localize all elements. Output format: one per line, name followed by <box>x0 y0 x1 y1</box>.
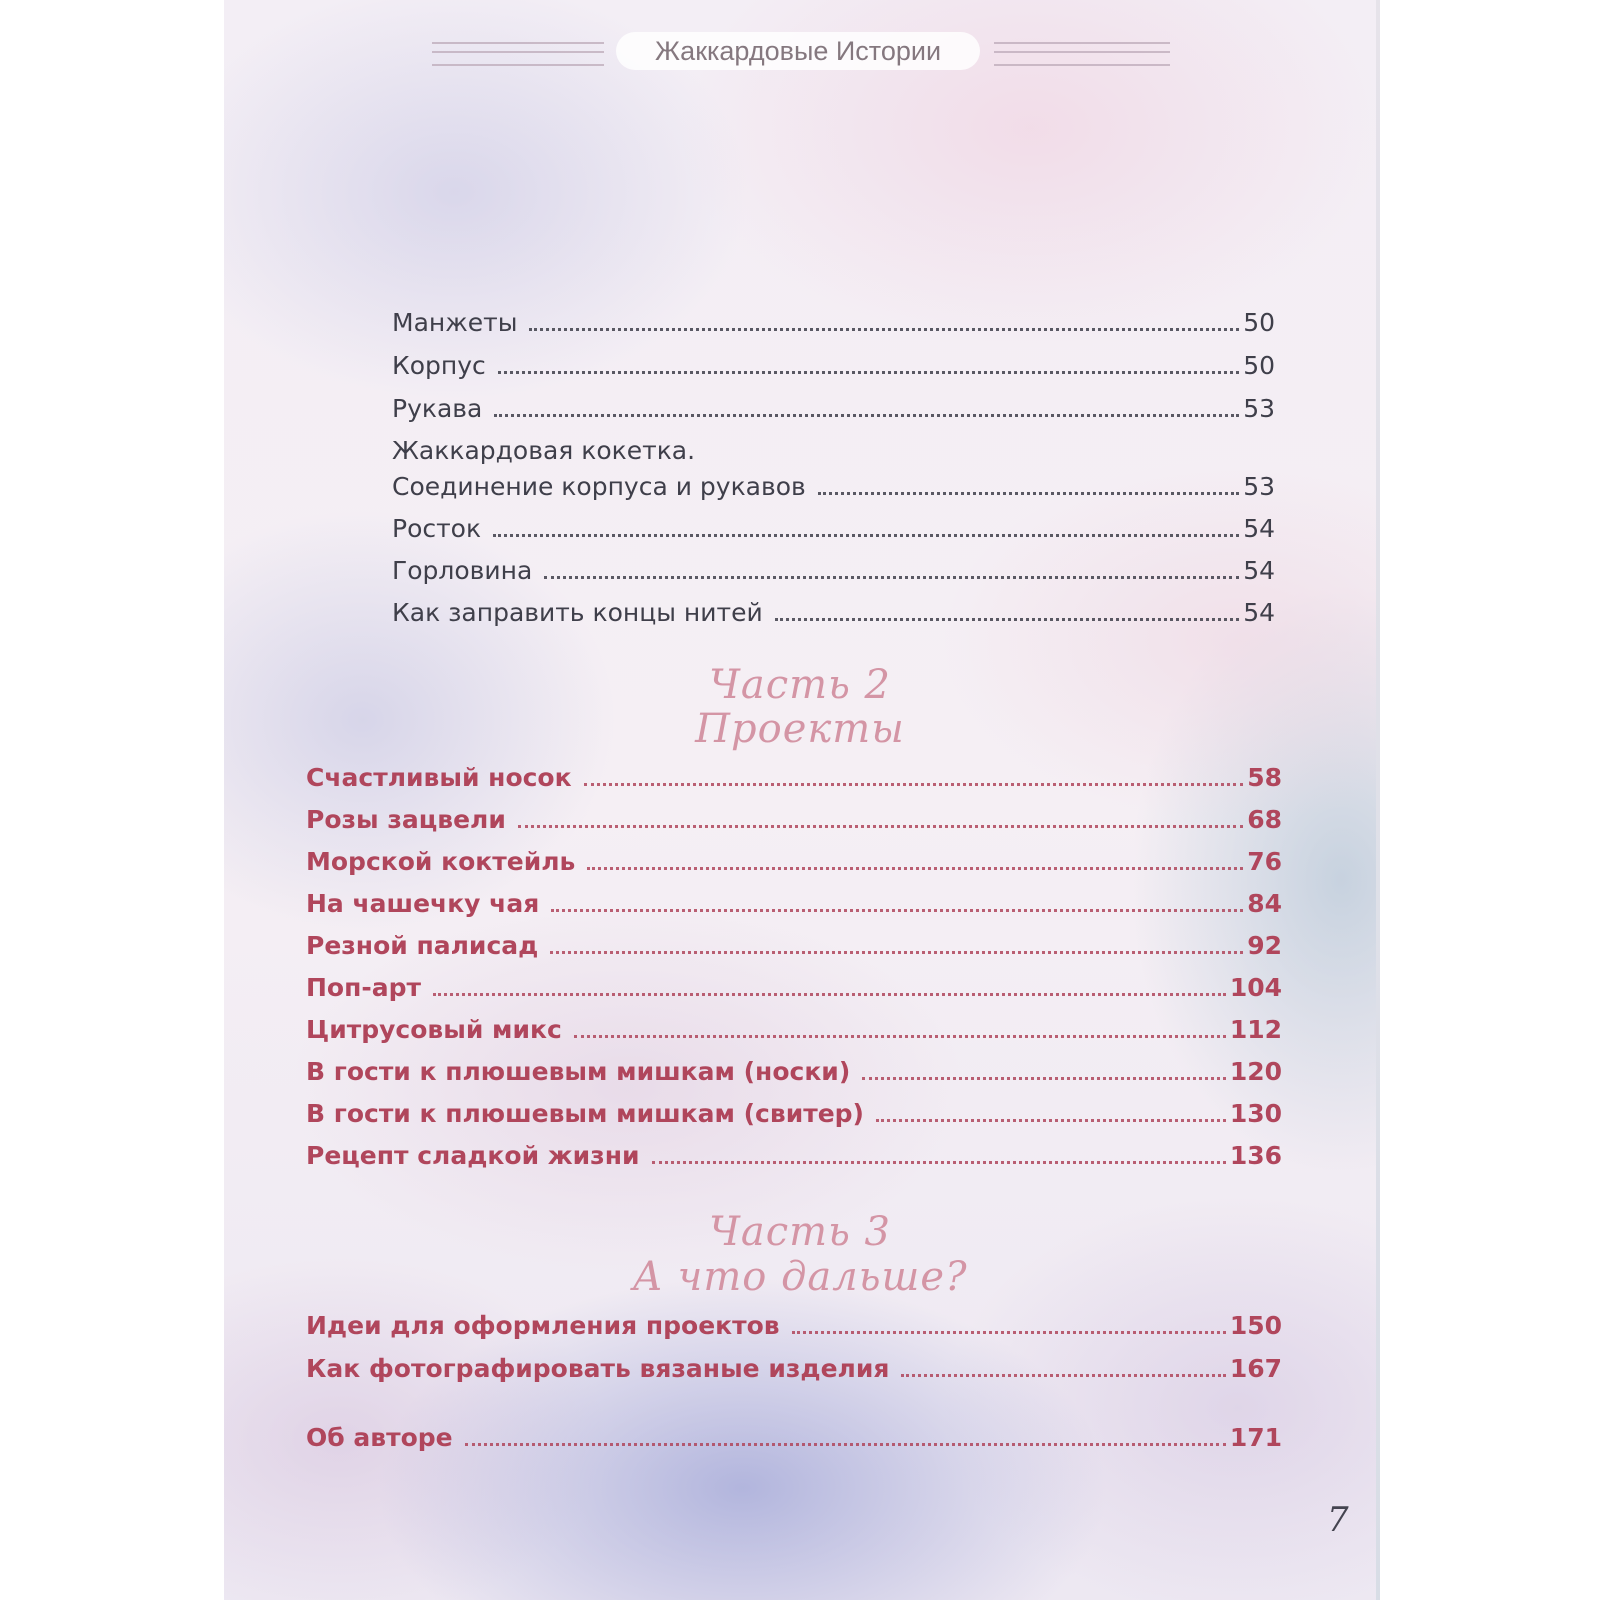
toc-entry-title: Счастливый носок <box>306 763 572 792</box>
toc-entry[interactable] <box>392 551 1275 585</box>
toc-entry-page: 50 <box>1243 351 1275 380</box>
toc-entry-title: Горловина <box>392 556 533 585</box>
toc-entry[interactable] <box>306 968 1282 1002</box>
toc-entry-page: 54 <box>1243 514 1275 543</box>
toc-entry-title: Идеи для оформления проектов <box>306 1311 780 1340</box>
toc-entry[interactable] <box>306 884 1282 918</box>
part-3-heading-title: А что дальше? <box>632 1254 968 1300</box>
toc-entry-page: 68 <box>1247 805 1282 834</box>
part-2-heading-number: Часть 2 <box>708 662 892 708</box>
toc-entry[interactable] <box>306 758 1282 792</box>
toc-entry[interactable] <box>392 593 1275 627</box>
toc-entry-title: На чашечку чая <box>306 889 540 918</box>
toc-entry[interactable] <box>306 1094 1282 1128</box>
toc-entry-page: 130 <box>1229 1099 1282 1128</box>
part-3-heading-number: Часть 3 <box>708 1209 892 1255</box>
dot-leader <box>792 1331 1226 1334</box>
toc-entry-page: 53 <box>1243 394 1275 423</box>
dot-leader <box>433 993 1226 996</box>
toc-entry-page: 167 <box>1229 1354 1282 1383</box>
toc-entry[interactable] <box>392 303 1275 337</box>
dot-leader <box>494 414 1239 417</box>
dot-leader <box>465 1443 1226 1446</box>
header-ornament-right <box>994 42 1170 66</box>
dot-leader <box>587 867 1243 870</box>
toc-entry-title: Росток <box>392 514 482 543</box>
toc-entry[interactable] <box>306 1349 1282 1383</box>
dot-leader <box>876 1119 1226 1122</box>
toc-entry-page: 58 <box>1247 763 1282 792</box>
toc-entry-title: Рецепт сладкой жизни <box>306 1141 640 1170</box>
toc-entry-page: 120 <box>1229 1057 1282 1086</box>
toc-entry-page: 54 <box>1243 598 1275 627</box>
dot-leader <box>584 783 1244 786</box>
dot-leader <box>652 1161 1226 1164</box>
toc-entry-page: 104 <box>1229 973 1282 1002</box>
dot-leader <box>862 1077 1226 1080</box>
dot-leader <box>493 534 1239 537</box>
toc-entry-page: 53 <box>1243 472 1275 501</box>
toc-entry[interactable] <box>306 842 1282 876</box>
dot-leader <box>901 1374 1225 1377</box>
toc-entry[interactable] <box>392 509 1275 543</box>
dot-leader <box>775 618 1239 621</box>
toc-entry-page: 136 <box>1229 1141 1282 1170</box>
dot-leader <box>818 492 1239 495</box>
toc-entry[interactable] <box>306 1052 1282 1086</box>
dot-leader <box>574 1035 1226 1038</box>
toc-entry-title: В гости к плюшевым мишкам (свитер) <box>306 1099 864 1128</box>
page-edge <box>1376 0 1380 1600</box>
toc-entry-title: Цитрусовый микс <box>306 1015 562 1044</box>
book-page <box>224 0 1376 1600</box>
toc-entry[interactable] <box>306 926 1282 960</box>
toc-entry[interactable] <box>392 389 1275 423</box>
dot-leader <box>529 328 1239 331</box>
toc-entry-page: 171 <box>1229 1423 1282 1452</box>
dot-leader <box>550 951 1243 954</box>
toc-entry-title: Корпус <box>392 351 486 380</box>
toc-entry[interactable] <box>306 1136 1282 1170</box>
running-header <box>224 30 1376 76</box>
part-2-heading-title: Проекты <box>695 706 905 752</box>
toc-entry-page: 50 <box>1243 308 1275 337</box>
dot-leader <box>544 576 1239 579</box>
toc-entry[interactable] <box>306 1306 1282 1340</box>
toc-entry-title-line1[interactable]: Жаккардовая кокетка. <box>392 436 696 465</box>
toc-entry-page: 54 <box>1243 556 1275 585</box>
toc-entry-title: В гости к плюшевым мишкам (носки) <box>306 1057 851 1086</box>
toc-entry-title: Морской коктейль <box>306 847 576 876</box>
toc-entry[interactable] <box>306 1418 1282 1452</box>
toc-entry-title: Как заправить концы нитей <box>392 598 763 627</box>
toc-entry-title: Резной палисад <box>306 931 539 960</box>
dot-leader <box>518 825 1243 828</box>
toc-entry[interactable] <box>392 346 1275 380</box>
toc-entry-page: 92 <box>1247 931 1282 960</box>
toc-entry-page: 84 <box>1247 889 1282 918</box>
toc-entry-title: Розы зацвели <box>306 805 506 834</box>
toc-entry-page: 76 <box>1247 847 1282 876</box>
toc-entry[interactable] <box>392 467 1275 501</box>
toc-entry-title: Соединение корпуса и рукавов <box>392 472 806 501</box>
toc-entry-page: 150 <box>1229 1311 1282 1340</box>
dot-leader <box>551 909 1243 912</box>
dot-leader <box>498 371 1239 374</box>
page-number: 7 <box>1327 1500 1349 1540</box>
header-ornament-left <box>432 42 604 66</box>
toc-entry-page: 112 <box>1229 1015 1282 1044</box>
header-title: Жаккардовые Истории <box>616 32 980 70</box>
toc-entry-title: Об авторе <box>306 1423 453 1452</box>
toc-entry-title: Рукава <box>392 394 483 423</box>
toc-entry[interactable] <box>306 800 1282 834</box>
toc-entry-title: Как фотографировать вязаные изделия <box>306 1354 890 1383</box>
toc-entry-title: Поп-арт <box>306 973 422 1002</box>
toc-entry-title: Манжеты <box>392 308 518 337</box>
toc-entry[interactable] <box>306 1010 1282 1044</box>
